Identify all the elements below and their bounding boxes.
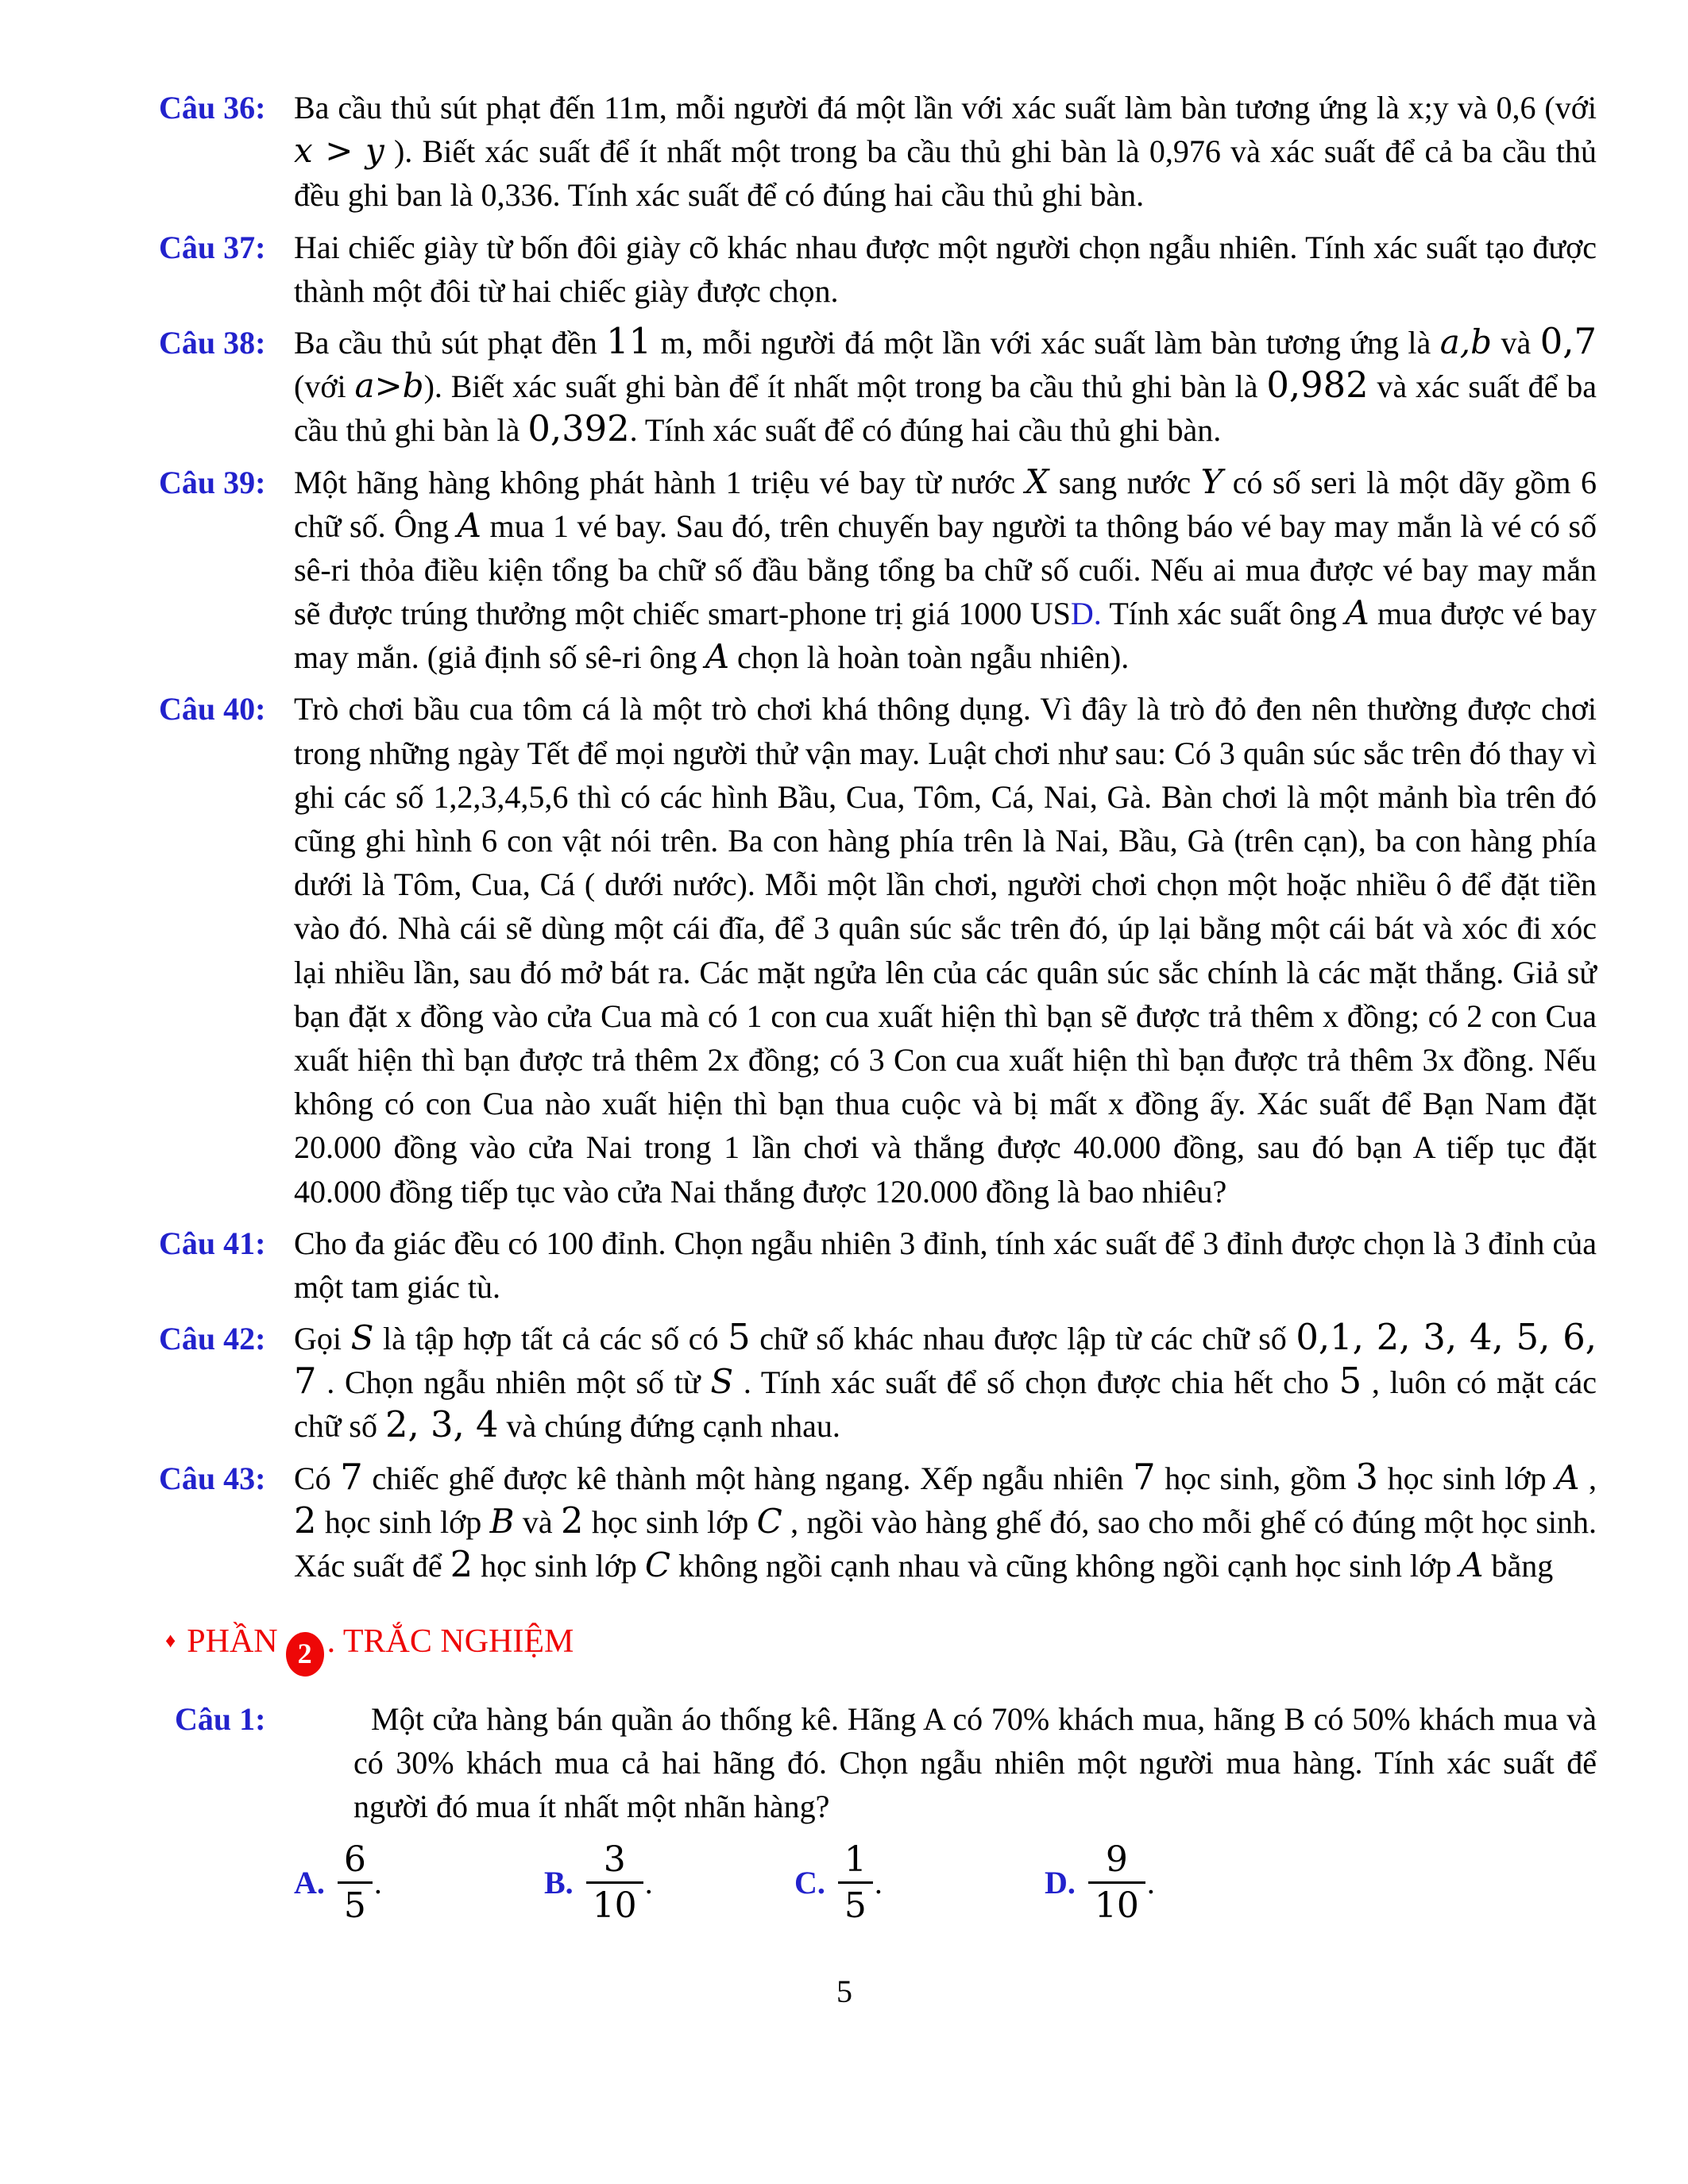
option-b[interactable] <box>544 1840 794 1926</box>
fraction-numerator: 9 <box>1105 1839 1128 1880</box>
question-cau-1-label: Câu 1: <box>175 1701 266 1738</box>
question-cau-43-text: Có 7 chiếc ghế được kê thành một hàng ngang. Xếp ngẫu nhiên 7 học sinh, gồm 3 học sinh lớp A , 2 học sinh lớp B và 2 học sinh lớp C , ngồi vào hàng ghế đó, sao cho mỗi ghế có đúng một học sinh. Xác suất để 2 học sinh lớp C không ngồi cạnh nhau và cũng không ngồi cạnh học sinh lớp A bằng <box>294 1455 1597 1585</box>
question-cau-42-text: Gọi S là tập hợp tất cả các số có 5 chữ số khác nhau được lập từ các chữ số 0,1, 2, 3, 4, 5, 6, 7 . Chọn ngẫu nhiên một số từ S . Tính xác suất để số chọn được chia hết cho 5 , luôn có mặt các chữ số 2, 3, 4 và chúng đứng cạnh nhau. <box>294 1316 1597 1446</box>
question-cau-37-text: Hai chiếc giày từ bốn đôi giày cõ khác nhau được một người chọn ngẫu nhiên. Tính xác suất tạo được thành một đôi từ hai chiếc giày được chọn. <box>294 229 1597 309</box>
question-cau-41 <box>159 1221 1597 1309</box>
option-b-fraction <box>586 1840 643 1926</box>
question-cau-37 <box>159 226 1597 313</box>
part2-number-badge: 2 <box>286 1632 324 1677</box>
fraction-numerator: 3 <box>603 1839 626 1880</box>
answer-options <box>294 1840 1597 1926</box>
fraction-denominator: 5 <box>838 1881 873 1925</box>
option-c[interactable] <box>794 1840 1045 1926</box>
question-cau-43-label: Câu 43: <box>159 1460 266 1496</box>
part2-heading-word: PHẦN <box>187 1623 278 1661</box>
question-cau-42 <box>159 1316 1597 1449</box>
option-d-fraction <box>1088 1840 1145 1926</box>
fraction-denominator: 10 <box>586 1881 643 1925</box>
option-a-label: A. <box>294 1864 325 1900</box>
option-b-period: . <box>644 1864 653 1900</box>
part2-heading-title: . TRẮC NGHIỆM <box>326 1623 574 1661</box>
question-cau-41-label: Câu 41: <box>159 1225 266 1261</box>
fraction-denominator: 5 <box>338 1881 373 1925</box>
question-cau-1 <box>175 1697 1597 1829</box>
question-cau-38 <box>159 319 1597 453</box>
question-cau-43 <box>159 1455 1597 1588</box>
question-cau-38-label: Câu 38: <box>159 324 266 361</box>
question-cau-40-text: Trò chơi bầu cua tôm cá là một trò chơi khá thông dụng. Vì đây là trò đỏ đen nên thường được chơi trong những ngày Tết để mọi người thử vận may. Luật chơi như sau: Có 3 quân súc sắc trên đó thay vì ghi các số 1,2,3,4,5,6 thì có các hình Bầu, Cua, Tôm, Cá, Nai, Gà. Bàn chơi là một mảnh bìa trên đó cũng ghi hình 6 con vật nói trên. Ba con hàng phía trên là Nai, Bầu, Gà (trên cạn), ba con hàng phía dưới là Tôm, Cua, Cá ( dưới nước). Mỗi một lần chơi, người chơi chọn một hoặc nhiều ô để đặt tiền vào đó. Nhà cái sẽ dùng một cái đĩa, để 3 quân súc sắc trên đó, úp lại bằng một cái bát và xóc đi xóc lại nhiều lần, sau đó mở bát ra. Các mặt ngửa lên của các quân súc sắc chính là các mặt thắng. Giả sử bạn đặt x đồng vào cửa Cua mà có 1 con cua xuất hiện thì bạn sẽ được trả thêm x đồng; có 2 con Cua xuất hiện thì bạn được trả thêm 2x đồng; có 3 Con cua xuất hiện thì bạn được trả thêm 3x đồng. Nếu không có con Cua nào xuất hiện thì bạn thua cuộc và bị mất x đồng ấy. Xác suất để Bạn Nam đặt 20.000 đồng vào cửa Nai trong 1 lần chơi và thắng được 40.000 đồng, sau đó bạn A tiếp tục đặt 40.000 đồng tiếp tục vào cửa Nai thắng được 120.000 đồng là bao nhiêu? <box>294 691 1597 1210</box>
page-number: 5 <box>836 1974 852 2010</box>
option-c-label: C. <box>794 1864 825 1900</box>
question-cau-41-text: Cho đa giác đều có 100 đỉnh. Chọn ngẫu nhiên 3 đỉnh, tính xác suất để 3 đỉnh được chọn là 3 đỉnh của một tam giác tù. <box>294 1225 1597 1305</box>
option-a[interactable] <box>294 1840 544 1926</box>
option-d[interactable] <box>1045 1840 1155 1926</box>
option-a-period: . <box>373 1864 382 1900</box>
question-cau-42-label: Câu 42: <box>159 1321 266 1357</box>
option-b-label: B. <box>544 1864 574 1900</box>
question-cau-38-text: Ba cầu thủ sút phạt đền 11 m, mỗi người đá một lần với xác suất làm bàn tương ứng là a,b và 0,7 (với a>b). Biết xác suất ghi bàn để ít nhất một trong ba cầu thủ ghi bàn là 0,982 và xác suất để ba cầu thủ ghi bàn là 0,392. Tính xác suất để có đúng hai cầu thủ ghi bàn. <box>294 319 1597 450</box>
fraction-numerator: 6 <box>343 1839 366 1880</box>
question-cau-36-text: Ba cầu thủ sút phạt đến 11m, mỗi người đá một lần với xác suất làm bàn tương ứng là x;y và 0,6 (với x > y ). Biết xác suất để ít nhất một trong ba cầu thủ ghi bàn là 0,976 và xác suất để cả ba cầu thủ đều ghi ban là 0,336. Tính xác suất để có đúng hai cầu thủ ghi bàn. <box>294 90 1597 214</box>
option-c-period: . <box>874 1864 883 1900</box>
diamond-icon: ♦ <box>165 1629 176 1653</box>
question-cau-39-text: Một hãng hàng không phát hành 1 triệu vé bay từ nước X sang nước Y có số seri là một dãy gồm 6 chữ số. Ông A mua 1 vé bay. Sau đó, trên chuyến bay người ta thông báo vé bay may mắn là vé có số sê-ri thỏa điều kiện tổng ba chữ số đầu bằng tổng ba chữ số cuối. Nếu ai mua được vé bay may mắn sẽ được trúng thưởng một chiếc smart-phone trị giá 1000 USD. Tính xác suất ông A mua được vé bay may mắn. (giả định số sê-ri ông A chọn là hoàn toàn ngẫu nhiên). <box>294 461 1597 677</box>
fraction-denominator: 10 <box>1088 1881 1145 1925</box>
option-d-period: . <box>1146 1864 1155 1900</box>
option-a-fraction <box>338 1840 373 1926</box>
question-cau-36 <box>159 86 1597 218</box>
part2-heading <box>165 1619 1597 1677</box>
option-d-label: D. <box>1045 1864 1076 1900</box>
question-cau-36-label: Câu 36: <box>159 90 266 125</box>
question-cau-37-label: Câu 37: <box>159 229 266 265</box>
question-cau-40 <box>159 687 1597 1213</box>
question-cau-1-text: Một cửa hàng bán quần áo thống kê. Hãng A có 70% khách mua, hãng B có 50% khách mua và có 30% khách mua cả hai hãng đó. Chọn ngẫu nhiên một người mua hàng. Tính xác suất để người đó mua ít nhất một nhãn hàng? <box>353 1701 1597 1825</box>
fraction-numerator: 1 <box>844 1839 867 1880</box>
question-cau-39-label: Câu 39: <box>159 464 266 500</box>
option-c-fraction <box>838 1840 873 1926</box>
question-cau-39 <box>159 461 1597 680</box>
question-cau-40-label: Câu 40: <box>159 691 266 727</box>
